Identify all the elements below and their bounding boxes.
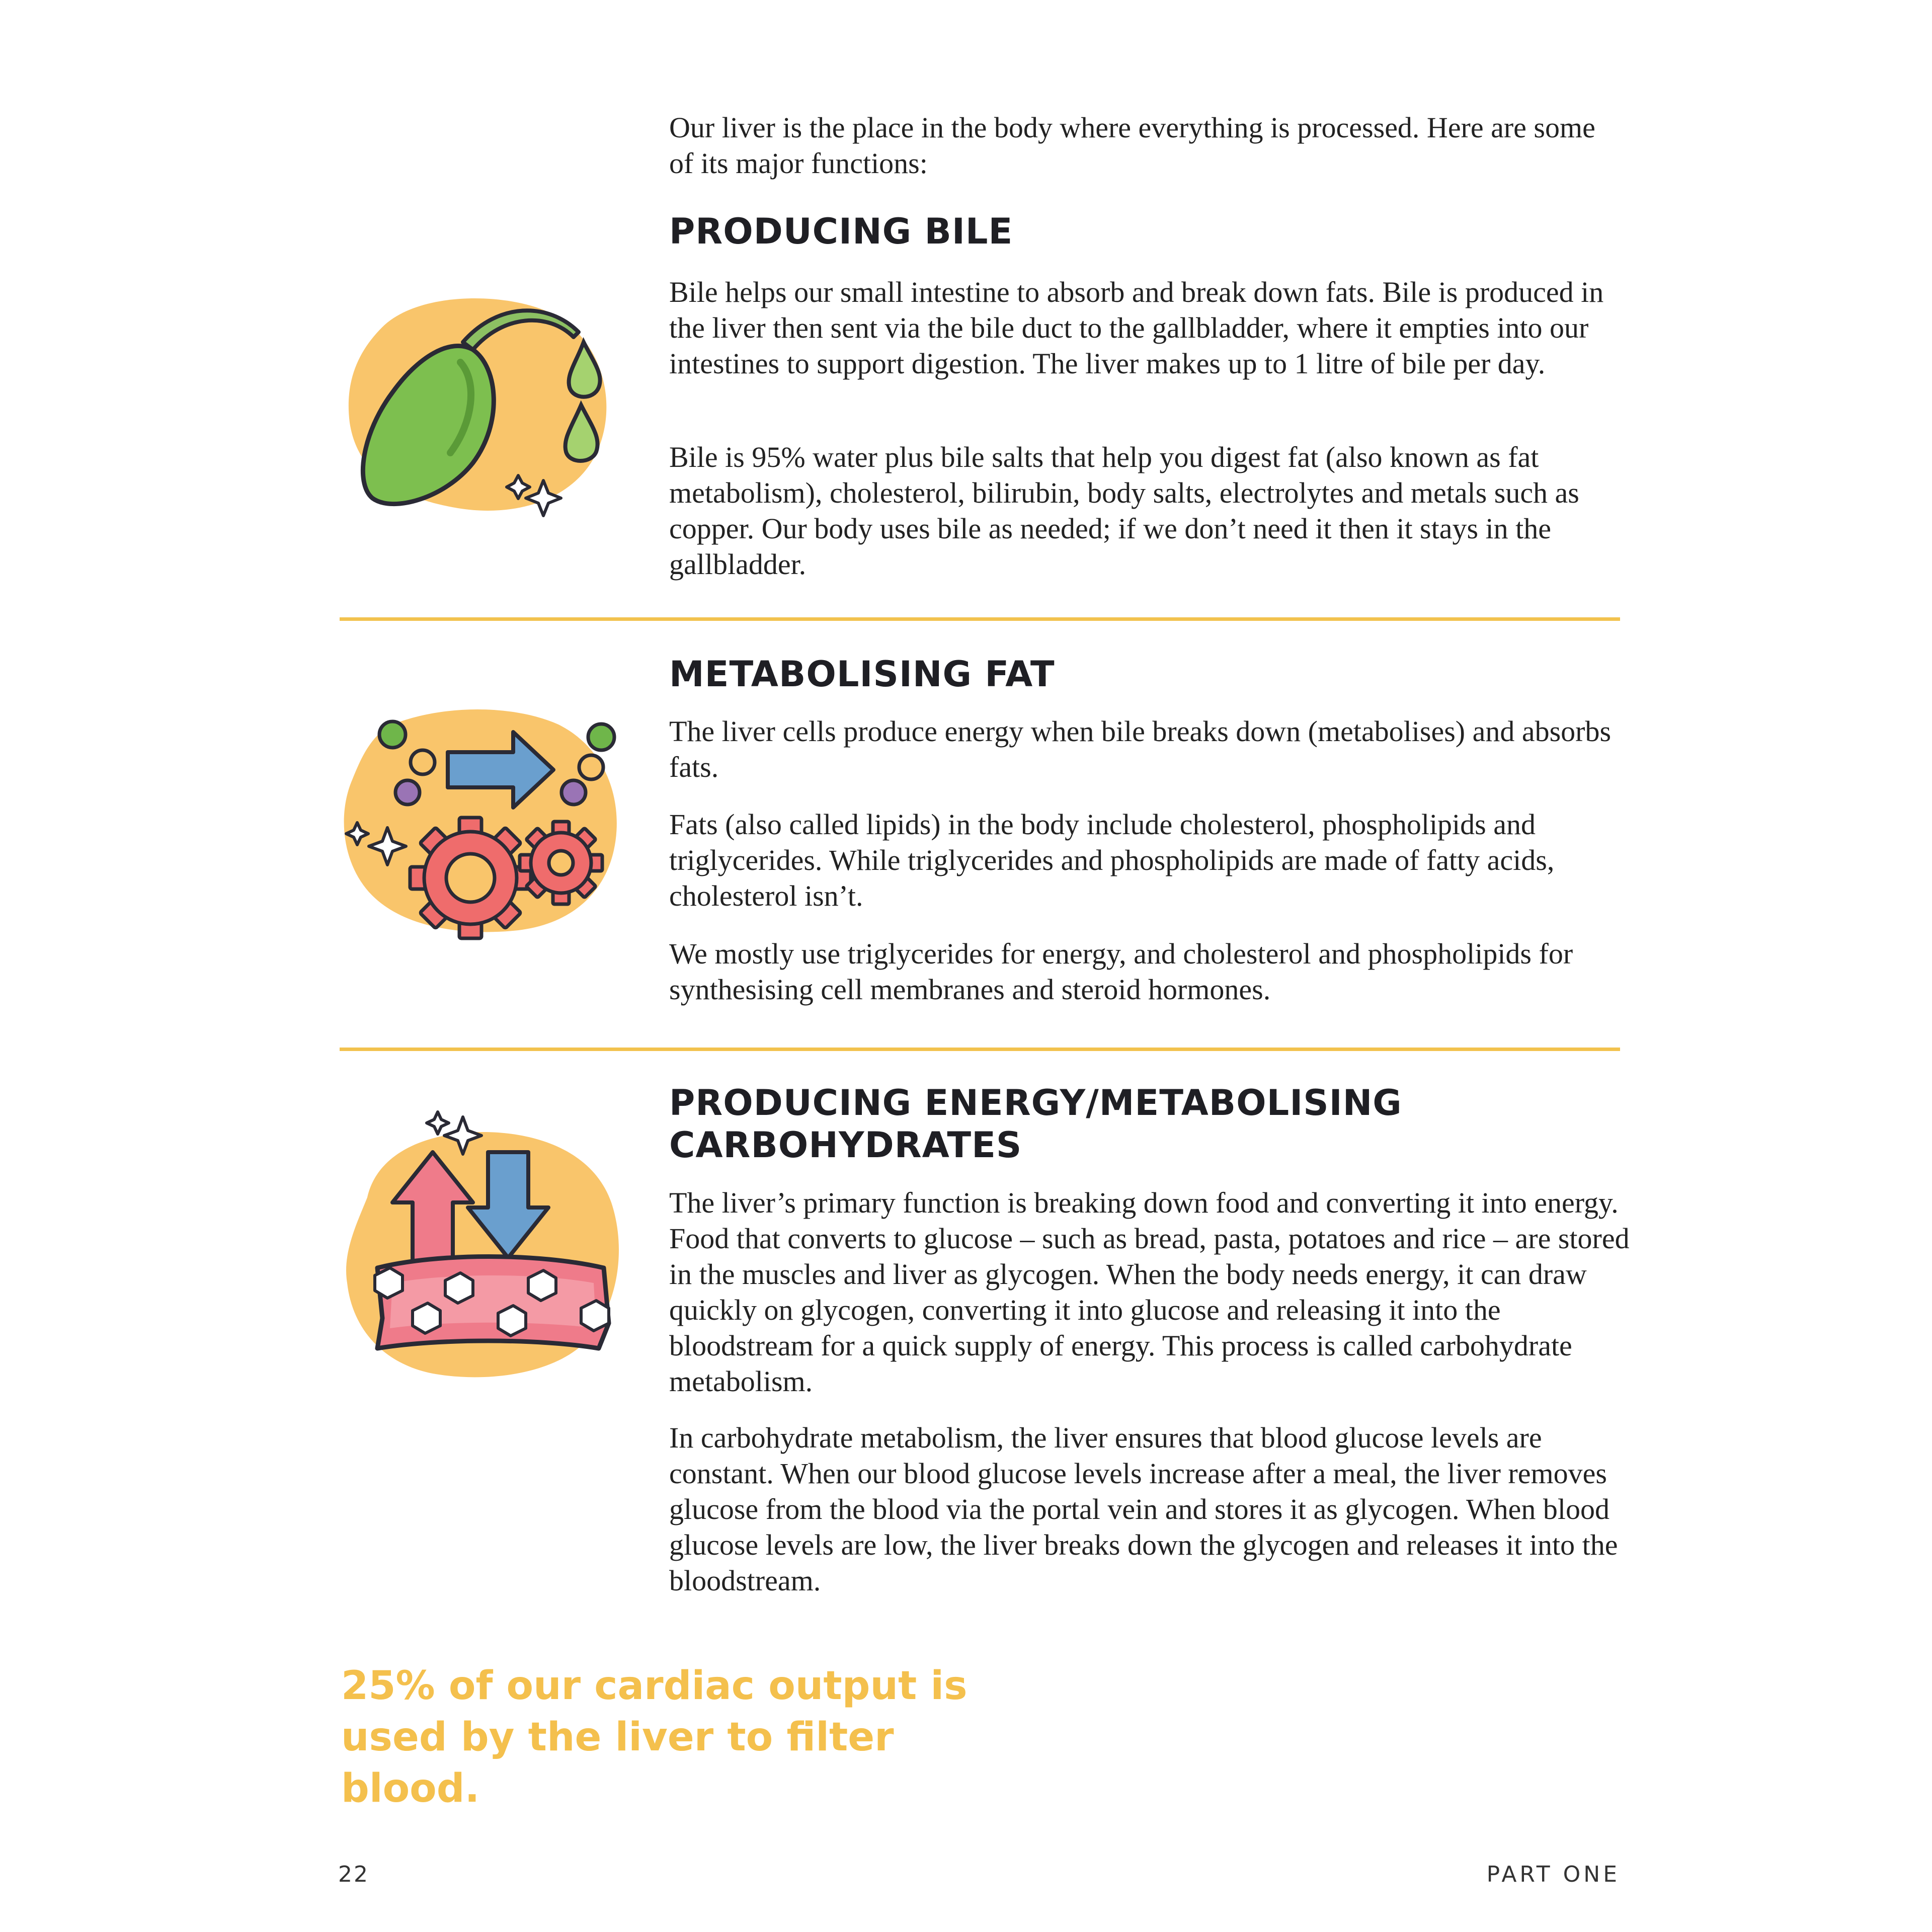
energy-paragraph-1: The liver’s primary function is breaking down food and converting it into energy. Food that converts to glucose – such as bread, pasta, potatoes and rice – are stored in the muscles and liver as glycogen. When the body needs energy, it can draw quickly on glycogen, converting it into glucose and releasing it into the bloodstream for a quick supply of energy. This process is called carbohydrate metabolism. (669, 1186, 1630, 1398)
fact-callout: 25% of our cardiac output is used by the liver to filter blood. (341, 1663, 968, 1811)
part-label: PART ONE (1486, 1862, 1620, 1887)
sparkle-small (427, 1112, 449, 1134)
fat-paragraph-2: Fats (also called lipids) in the body include cholesterol, phospholipids and triglycerides. While triglycerides and phospholipids are made of fatty acids, cholesterol isn’t. (669, 808, 1555, 912)
intro-paragraph: Our liver is the place in the body where everything is processed. Here are some of its major functions: (669, 111, 1595, 180)
blood-vessel-glucose-icon (337, 1102, 639, 1404)
bile-paragraph-2: Bile is 95% water plus bile salts that help you digest fat (also known as fat metabolism), cholesterol, bilirubin, body salts, electrolytes and metals such as copper. Our body uses bile as needed; if we don’t need it then it stays in the gallbladder. (669, 441, 1579, 581)
section-divider (340, 617, 1620, 621)
fat-molecule-purple-2 (561, 780, 586, 804)
energy-paragraph-2: In carbohydrate metabolism, the liver ensures that blood glucose levels are constant. When our blood glucose levels increase after a meal, the liver removes glucose from the blood via the portal vein and stores it as glycogen. When blood glucose levels are low, the liver breaks down the glycogen and releases it into the bloodstream. (669, 1421, 1618, 1597)
section-divider (340, 1048, 1620, 1051)
fat-paragraph-3: We mostly use triglycerides for energy, and cholesterol and phospholipids for synthesising cell membranes and steroid hormones. (669, 937, 1573, 1006)
large-gear (410, 818, 531, 938)
fat-paragraph-1: The liver cells produce energy when bile breaks down (metabolises) and absorbs fats. (669, 715, 1612, 783)
fat-molecule-green-2 (588, 724, 614, 750)
fat-molecule-yellow-2 (579, 755, 603, 779)
heading-line-2: CARBOHYDRATES (669, 1124, 1022, 1166)
page-number: 22 (338, 1862, 369, 1887)
section-heading-metabolising-fat: METABOLISING FAT (669, 654, 1055, 695)
heading-line-1: PRODUCING ENERGY/METABOLISING (669, 1082, 1402, 1123)
section-heading-producing-bile: PRODUCING BILE (669, 211, 1013, 252)
small-gear (520, 822, 602, 904)
section-heading-producing-energy (669, 1082, 1402, 1166)
gears-metabolism-icon (332, 704, 634, 966)
gallbladder-icon (337, 282, 639, 543)
fat-molecule-yellow-1 (411, 750, 435, 774)
bile-paragraph-1: Bile helps our small intestine to absorb and break down fats. Bile is produced in the liver then sent via the bile duct to the gallbladder, where it empties into our intestines to support digestion. The liver makes up to 1 litre of bile per day. (669, 276, 1604, 380)
fat-molecule-green-1 (379, 721, 406, 748)
fat-molecule-purple-1 (395, 780, 420, 804)
